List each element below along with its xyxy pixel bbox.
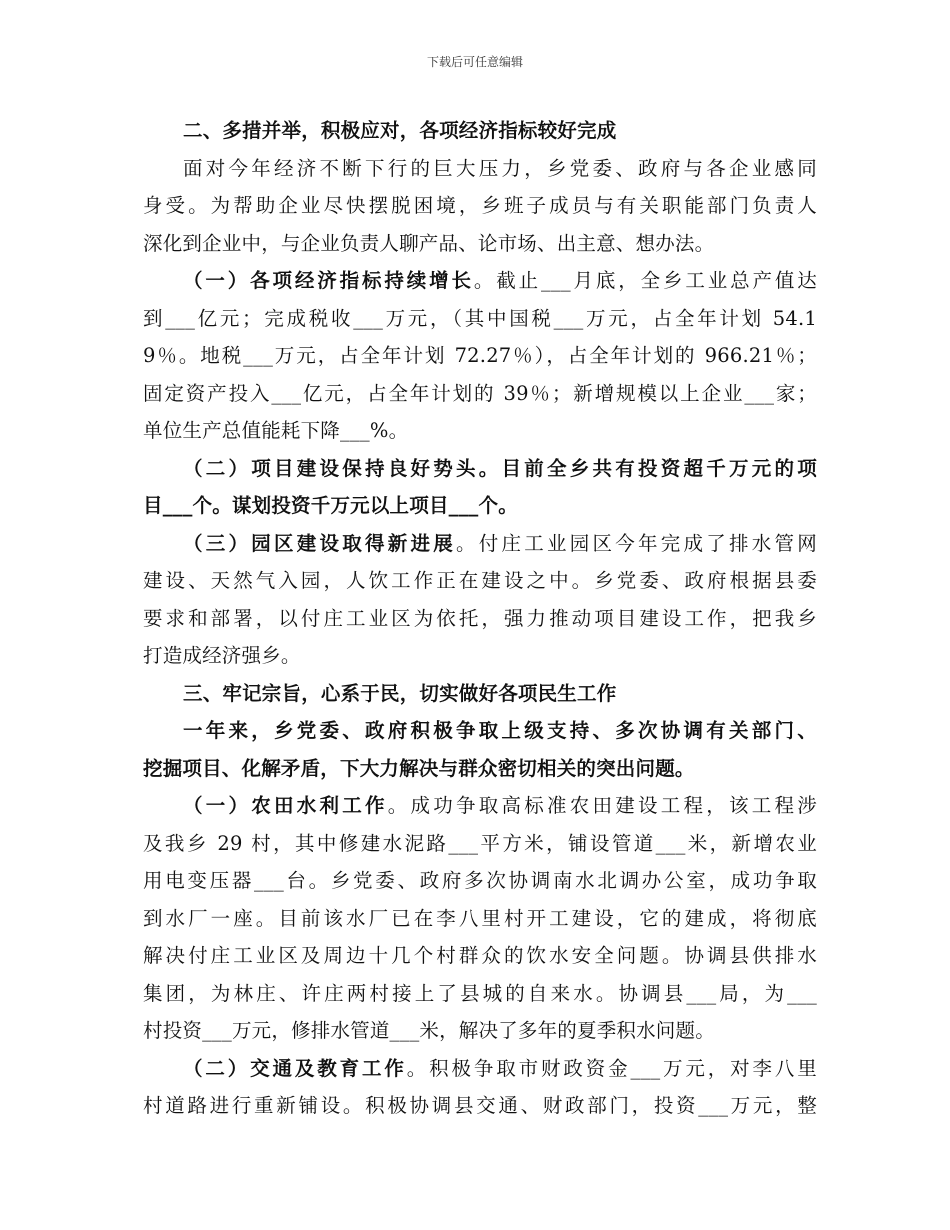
text-segment: 。积极争取市财政资金___万元，对李八里: [406, 1056, 817, 1080]
bold-text-segment: （一）各项经济指标持续增长: [183, 269, 474, 292]
text-segment: 身受。为帮助企业尽快摆脱困境，乡班子成员与有关职能部门负责人: [143, 194, 817, 217]
page-header: 下载后可任意编辑: [426, 55, 523, 69]
text-line: [143, 937, 817, 975]
text-line: [143, 562, 817, 600]
text-segment: 单位生产总值能耗下降___%。: [143, 419, 409, 442]
text-segment: 集团，为林庄、许庄两村接上了县城的自来水。协调县___局，为___: [143, 981, 817, 1005]
text-line: [143, 225, 817, 263]
text-line: [143, 112, 817, 150]
bold-text-segment: （二）交通及教育工作: [183, 1056, 407, 1080]
text-segment: 面对今年经济不断下行的巨大压力，乡党委、政府与各企业感同: [183, 156, 817, 180]
text-line: [143, 1087, 817, 1125]
bold-text-segment: 挖掘项目、化解矛盾，下大力解决与群众密切相关的突出问题。: [143, 756, 695, 780]
text-line: [143, 262, 817, 300]
bold-text-segment: 二、多措并举，积极应对，各项经济指标较好完成: [183, 119, 617, 142]
bold-text-segment: 目___个。谋划投资千万元以上项目___个。: [143, 494, 518, 517]
text-line: [143, 187, 817, 225]
bold-text-segment: 三、牢记宗旨，心系于民，切实做好各项民生工作: [183, 681, 617, 705]
text-line: [143, 300, 817, 338]
text-line: [143, 412, 817, 450]
text-segment: 。付庄工业园区今年完成了排水管网: [456, 531, 818, 555]
document-body: [143, 112, 817, 1125]
text-line: [143, 712, 817, 750]
text-line: [143, 900, 817, 938]
text-line: [143, 1012, 817, 1050]
text-segment: 建设、天然气入园，人饮工作正在建设之中。乡党委、政府根据县委: [143, 569, 817, 592]
text-segment: 。截止___月底，全乡工业总产值达: [473, 269, 817, 292]
text-segment: 到___亿元；完成税收___万元，（其中国税___万元，占全年计划 54.1: [143, 306, 817, 330]
text-line: [143, 750, 817, 788]
text-line: [143, 375, 817, 413]
text-line: [143, 337, 817, 375]
text-segment: 用电变压器___台。乡党委、政府多次协调南水北调办公室，成功争取: [143, 869, 817, 892]
text-segment: 解决付庄工业区及周边十几个村群众的饮水安全问题。协调县供排水: [143, 944, 817, 967]
bold-text-segment: （二）项目建设保持良好势头。目前全乡共有投资超千万元的项: [183, 456, 817, 480]
text-line: [143, 150, 817, 188]
text-segment: 9％。地税___万元，占全年计划 72.27％），占全年计划的 966.21％；: [143, 344, 817, 367]
text-line: [143, 525, 817, 563]
text-line: [143, 862, 817, 900]
text-segment: 打造成经济强乡。: [143, 644, 301, 667]
bold-text-segment: 一年来，乡党委、政府积极争取上级支持、多次协调有关部门、: [183, 719, 817, 742]
bold-text-segment: （三）园区建设取得新进展: [183, 531, 457, 555]
text-line: [143, 487, 817, 525]
text-segment: 到水厂一座。目前该水厂已在李八里村开工建设，它的建成，将彻底: [143, 906, 817, 930]
bold-text-segment: （一）农田水利工作: [183, 794, 388, 817]
text-segment: 村投资___万元，修排水管道___米，解决了多年的夏季积水问题。: [143, 1019, 715, 1042]
text-line: [143, 1050, 817, 1088]
text-line: [143, 637, 817, 675]
text-line: [143, 787, 817, 825]
text-line: [143, 975, 817, 1013]
text-segment: 。成功争取高标准农田建设工程，该工程涉: [387, 794, 817, 817]
text-segment: 固定资产投入___亿元，占全年计划的 39％；新增规模以上企业___家；: [143, 381, 817, 405]
text-line: [143, 450, 817, 488]
text-segment: 要求和部署，以付庄工业区为依托，强力推动项目建设工作，把我乡: [143, 606, 817, 630]
text-line: [143, 600, 817, 638]
text-line: [143, 675, 817, 713]
text-line: [143, 825, 817, 863]
text-segment: 深化到企业中，与企业负责人聊产品、论市场、出主意、想办法。: [143, 231, 715, 255]
text-segment: 及我乡 29 村，其中修建水泥路___平方米，铺设管道___米，新增农业: [143, 831, 817, 855]
text-segment: 村道路进行重新铺设。积极协调县交通、财政部门，投资___万元，整: [143, 1094, 817, 1117]
